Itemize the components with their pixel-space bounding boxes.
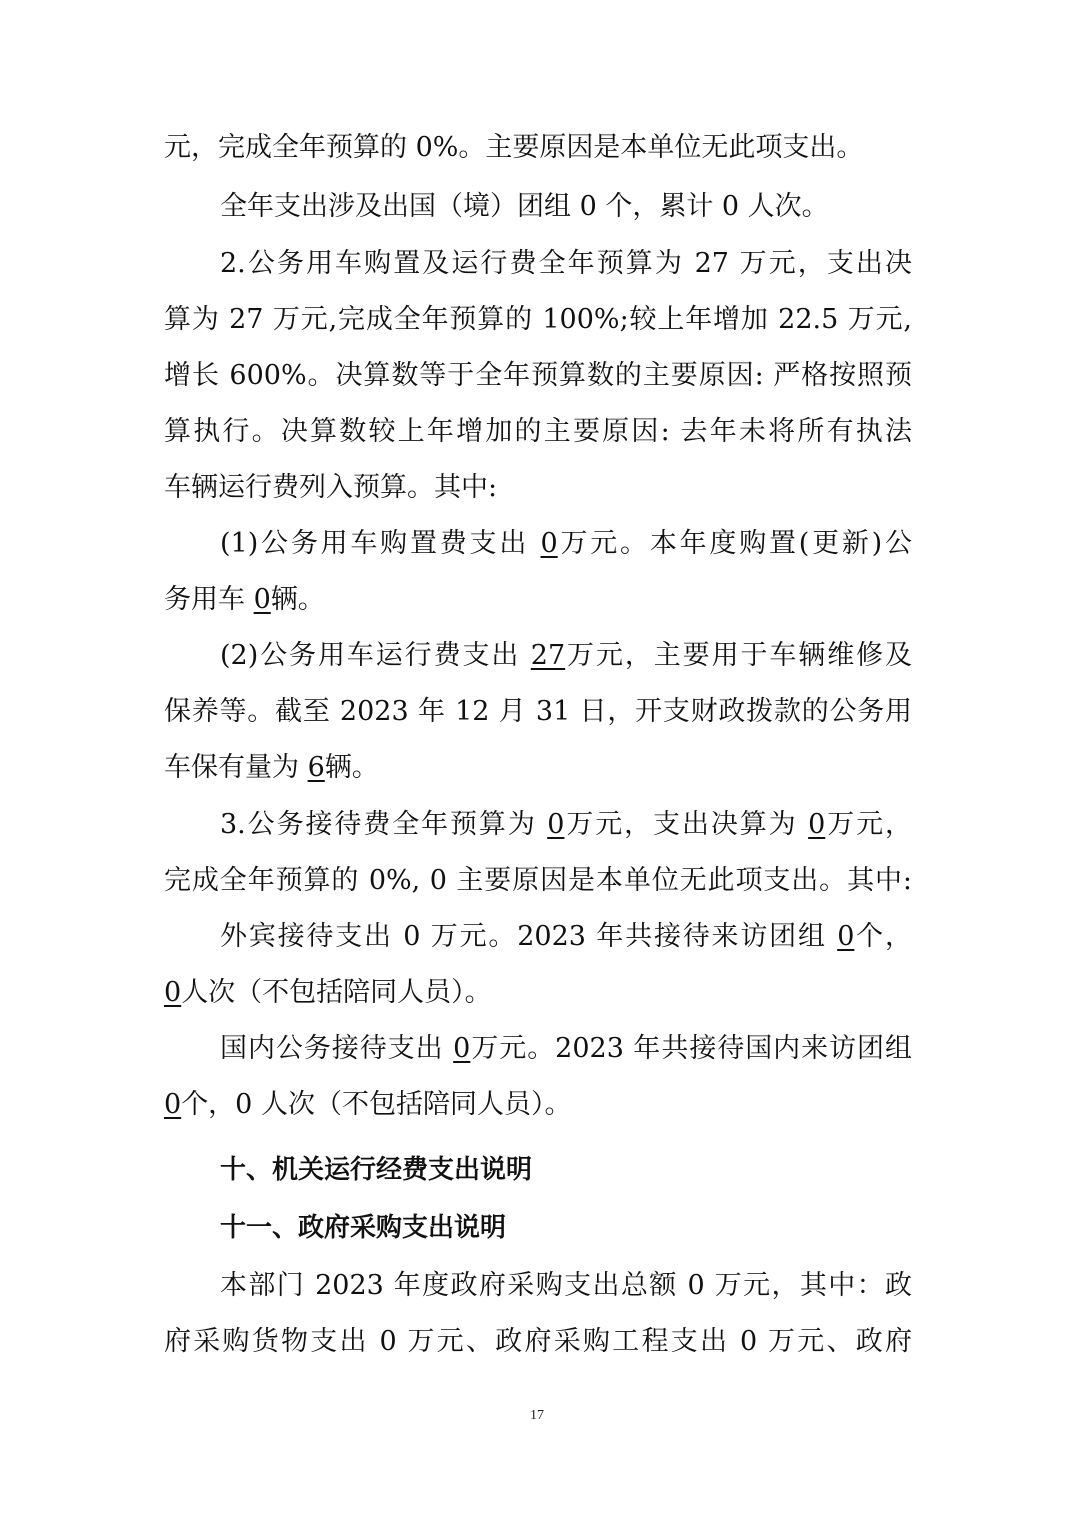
text-span: 个，0 人次（不包括陪同人员）。 — [181, 1089, 572, 1120]
text-span: 万元，支出决算为 — [564, 809, 809, 840]
text-span: 辆。 — [270, 584, 325, 615]
underlined-value: 6 — [307, 752, 325, 783]
text-line: 算为 27 万元,完成全年预算的 100%;较上年增加 22.5 万元, — [164, 304, 912, 335]
underlined-value: 0 — [808, 809, 826, 840]
underlined-value: 0 — [837, 921, 855, 952]
text-span: (1)公务用车购置费支出 — [220, 528, 541, 559]
text-line — [164, 973, 912, 1013]
text-line: 府采购货物支出 0 万元、政府采购工程支出 0 万元、政府 — [164, 1326, 912, 1357]
text-span: 人次（不包括陪同人员）。 — [181, 977, 492, 1008]
text-line: 增长 600%。决算数等于全年预算数的主要原因: 严格按照预 — [164, 360, 912, 391]
section-heading: 十、机关运行经费支出说明 — [220, 1155, 533, 1185]
text-line: 全年支出涉及出国（境）团组 0 个，累计 0 人次。 — [220, 191, 829, 222]
text-line — [220, 917, 912, 957]
underlined-value: 0 — [453, 1033, 471, 1064]
text-span: 外宾接待支出 0 万元。2023 年共接待来访团组 — [220, 921, 838, 952]
text-span: 务用车 — [164, 584, 254, 615]
underlined-value: 0 — [164, 977, 182, 1008]
text-line: 保养等。截至 2023 年 12 月 31 日，开支财政拨款的公务用 — [164, 696, 912, 727]
text-span: 万元，主要用于车辆维修及 — [565, 640, 913, 671]
underlined-value: 0 — [164, 1089, 182, 1120]
text-span: 车保有量为 — [164, 752, 308, 783]
underlined-value: 27 — [530, 640, 566, 671]
text-line: 元，完成全年预算的 0%。主要原因是本单位无此项支出。 — [164, 132, 864, 163]
text-span: 万元。本年度购置(更新)公 — [557, 528, 912, 559]
underlined-value: 0 — [253, 584, 271, 615]
text-line: 车辆运行费列入预算。其中: — [164, 472, 498, 503]
text-span: (2)公务用车运行费支出 — [220, 640, 531, 671]
text-line — [164, 748, 912, 788]
text-span: 辆。 — [324, 752, 379, 783]
text-line: 算执行。决算数较上年增加的主要原因: 去年未将所有执法 — [164, 416, 912, 447]
text-line: 2.公务用车购置及运行费全年预算为 27 万元，支出决 — [220, 248, 913, 279]
text-span: 3.公务接待费全年预算为 — [220, 809, 548, 840]
section-heading: 十一、政府采购支出说明 — [220, 1213, 507, 1243]
text-line — [220, 636, 912, 676]
text-span: 万元。2023 年共接待国内来访团组 — [470, 1033, 912, 1064]
text-line: 本部门 2023 年度政府采购支出总额 0 万元，其中：政 — [220, 1270, 912, 1301]
text-line — [164, 1085, 912, 1125]
text-line — [220, 524, 912, 564]
text-span: 国内公务接待支出 — [220, 1033, 454, 1064]
text-span: 万元， — [825, 809, 913, 840]
text-line — [220, 805, 912, 845]
text-line — [164, 580, 912, 620]
page-number: 17 — [530, 1408, 544, 1423]
text-line — [220, 1029, 912, 1069]
text-span: 个， — [854, 921, 912, 952]
text-line: 完成全年预算的 0%, 0 主要原因是本单位无此项支出。其中: — [164, 865, 912, 896]
underlined-value: 0 — [547, 809, 565, 840]
underlined-value: 0 — [540, 528, 558, 559]
